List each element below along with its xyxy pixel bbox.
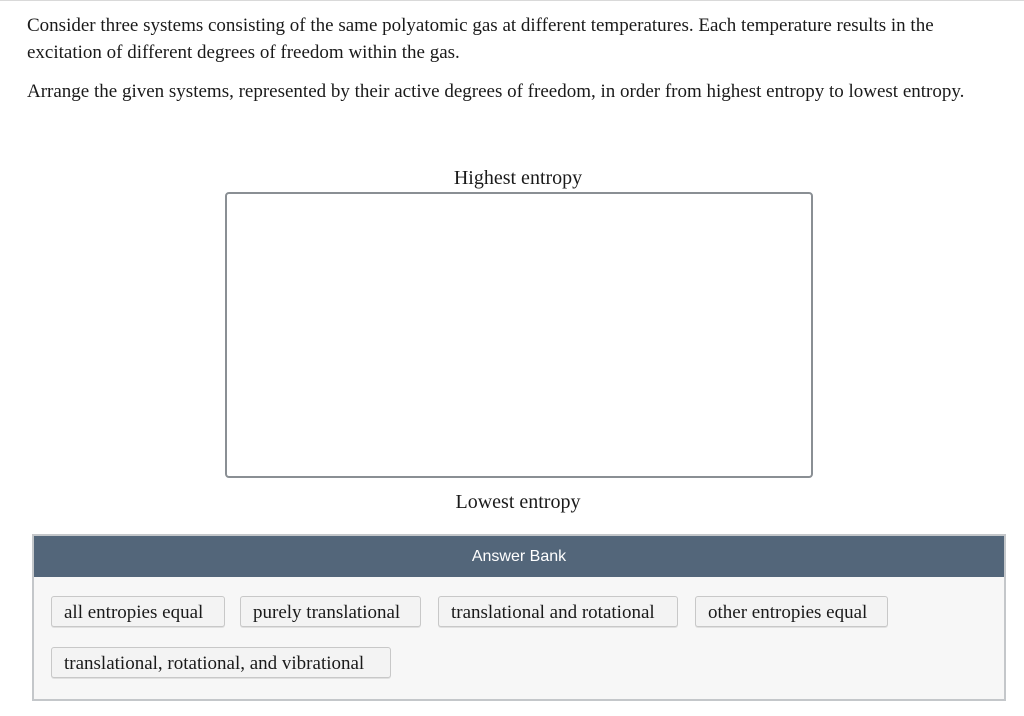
answer-chip-purely-translational[interactable]: purely translational: [240, 596, 421, 627]
answer-chip-other-entropies-equal[interactable]: other entropies equal: [695, 596, 888, 627]
lowest-entropy-label: Lowest entropy: [455, 491, 581, 513]
answer-chip-all-entropies-equal[interactable]: all entropies equal: [51, 596, 225, 627]
answer-chip-translational-and-rotational[interactable]: translational and rotational: [438, 596, 678, 627]
ranking-drop-zone[interactable]: [225, 192, 813, 478]
answer-bank-title: Answer Bank: [34, 536, 1004, 577]
question-text: [27, 12, 1007, 105]
top-divider: [0, 0, 1024, 1]
question-paragraph-2: Arrange the given systems, represented by their active degrees of freedom, in order from highest entropy to lowest entropy.: [27, 81, 965, 102]
answer-chip-translational-rotational-vibrational[interactable]: translational, rotational, and vibrational: [51, 647, 391, 678]
answer-bank[interactable]: [32, 534, 1006, 701]
highest-entropy-label: Highest entropy: [453, 167, 583, 189]
question-paragraph-1: Consider three systems consisting of the same polyatomic gas at different temperatures. Each temperature results in the excitation of different degrees of freedom within the gas.: [27, 15, 934, 63]
